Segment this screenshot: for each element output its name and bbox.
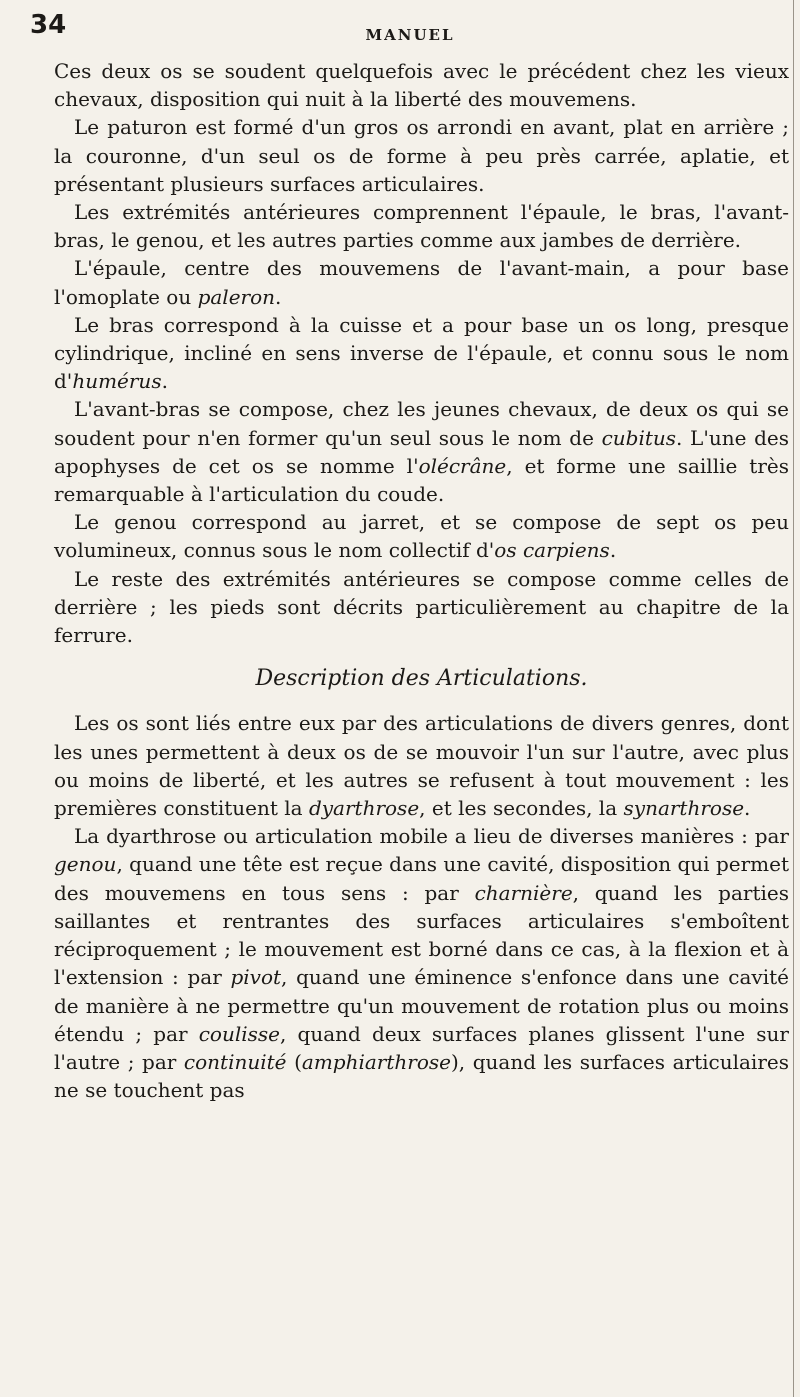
- text-run: L'avant-bras se compose, chez les jeunes chevaux, de deux os qui se soudent pour n'en former qu'un seul sous le nom de: [54, 397, 789, 450]
- italic-term: pivot: [230, 965, 282, 990]
- text-run: Le reste des extrémités antérieures se compose comme celles de derrière ; les pieds sont décrits particulièrement au chapitre de la ferrure.: [54, 566, 789, 648]
- text-run: .: [161, 369, 168, 394]
- italic-term: genou: [54, 852, 117, 877]
- italic-term: cubitus: [601, 425, 677, 450]
- text-run: Ces deux os se soudent quelquefois avec le précédent chez les vieux chevaux, disposition qui nuit à la liberté des mouvemens.: [54, 59, 789, 112]
- paragraph: [54, 709, 789, 822]
- text-run: , quand une tête est reçue dans une cavité, disposition qui permet des mouvemens en tous sens : par: [54, 852, 789, 905]
- italic-term: synarthrose: [623, 796, 745, 821]
- italic-term: paleron: [197, 284, 276, 309]
- paragraph: [54, 565, 789, 650]
- page-edge-rule: [793, 0, 794, 1397]
- paragraph: [54, 395, 789, 508]
- paragraph: [54, 311, 789, 396]
- body-text: [54, 57, 789, 1104]
- section-heading: Description des Articulations.: [255, 666, 588, 692]
- text-run: , quand les parties saillantes et rentrantes des surfaces articulaires s'emboîtent réciproquement ; le mouvement est borné dans ce cas, à la flexion et à l'extension : par: [54, 880, 789, 990]
- text-run: Les os sont liés entre eux par des articulations de divers genres, dont les unes permettent à deux os de se mouvoir l'un sur l'autre, avec plus ou moins de liberté, et les autres se refusent à tout mouvement : les premières constituent la: [54, 711, 789, 821]
- text-run: .: [744, 796, 751, 821]
- paragraph: [54, 508, 789, 564]
- italic-term: continuité: [183, 1049, 287, 1074]
- page-number: 34: [30, 10, 67, 40]
- paragraph-group-anatomy: [54, 57, 789, 649]
- text-run: Le paturon est formé d'un gros os arrondi en avant, plat en arrière ; la couronne, d'un seul os de forme à peu près carrée, aplatie, et présentant plusieurs surfaces articulaires.: [54, 115, 789, 196]
- paragraph: [54, 198, 789, 254]
- italic-term: coulisse: [198, 1021, 281, 1046]
- text-run: .: [275, 284, 282, 309]
- italic-term: olécrâne: [418, 453, 507, 478]
- text-run: , et forme une saillie très remarquable à l'articulation du coude.: [54, 453, 789, 507]
- text-run: (: [286, 1049, 302, 1074]
- italic-term: humérus: [72, 369, 162, 394]
- italic-term: dyarthrose: [308, 796, 420, 821]
- text-run: L'épaule, centre des mouvemens de l'avant-main, a pour base l'omoplate ou: [54, 256, 789, 309]
- text-run: Le bras correspond à la cuisse et a pour base un os long, presque cylindrique, incliné en sens inverse de l'épaule, et connu sous le nom d': [54, 312, 789, 394]
- paragraph-group-articulations: [54, 709, 789, 1104]
- italic-term: os carpiens: [494, 538, 610, 563]
- paragraph: [54, 113, 789, 198]
- paragraph: [54, 822, 789, 1104]
- italic-term: charnière: [474, 880, 573, 905]
- paragraph: [54, 254, 789, 310]
- text-run: ), quand les surfaces articulaires ne se touchent pas: [54, 1049, 789, 1103]
- text-run: La dyarthrose ou articulation mobile a lieu de diverses manières : par: [74, 824, 789, 849]
- text-run: Les extrémités antérieures comprennent l'épaule, le bras, l'avant-bras, le genou, et les autres parties comme aux jambes de derrière.: [54, 200, 789, 253]
- text-run: .: [609, 538, 617, 563]
- text-run: . L'une des apophyses de cet os se nomme l': [54, 425, 789, 478]
- italic-term: amphiarthrose: [301, 1049, 451, 1074]
- text-run: Le genou correspond au jarret, et se compose de sept os peu volumineux, connus sous le nom collectif d': [54, 510, 789, 563]
- text-run: , quand une éminence s'enfonce dans une cavité de manière à ne permettre qu'un mouvement de rotation plus ou moins étendu ; par: [54, 965, 789, 1046]
- text-run: , et les secondes, la: [419, 796, 624, 821]
- paragraph: [54, 57, 789, 113]
- running-head: MANUEL: [365, 26, 455, 44]
- text-run: , quand deux surfaces planes glissent l'une sur l'autre ; par: [54, 1021, 789, 1074]
- page-header: [30, 4, 790, 44]
